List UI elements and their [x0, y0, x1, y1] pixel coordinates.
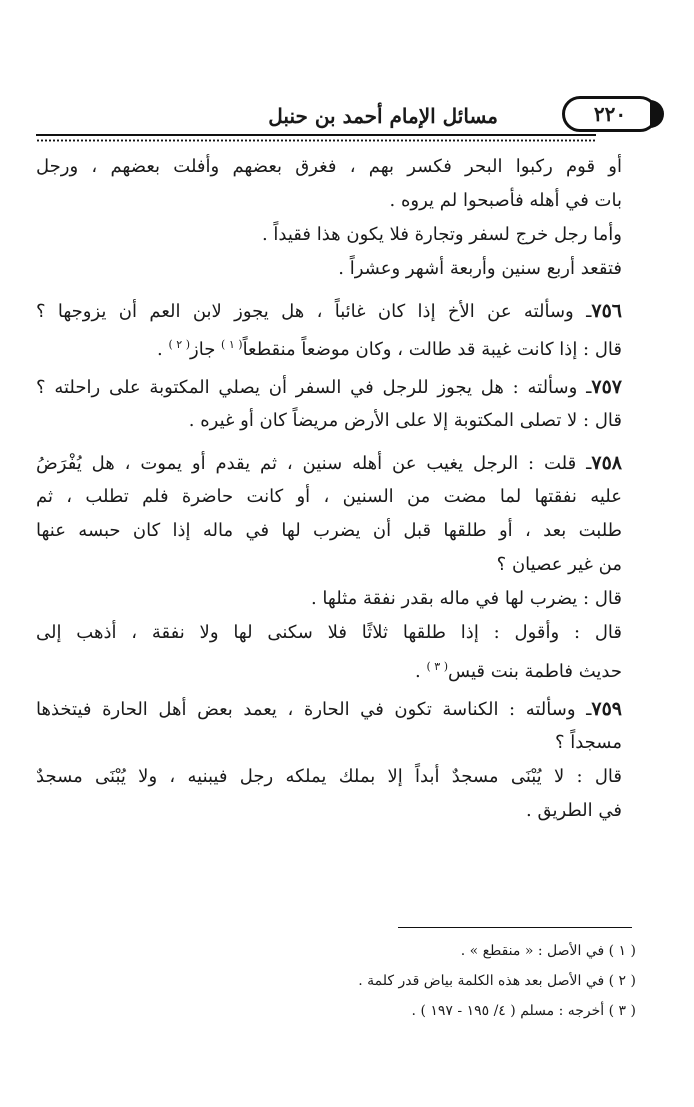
text-line: قال : لا يُبْنَى مسجدٌ أبداً إلا بملك يملكه رجل فيبنيه ، ولا يُبْنَى مسجدٌ — [36, 766, 622, 787]
text-line: بات في أهله فأصبحوا لم يروه . — [389, 190, 622, 211]
text-line: ٧٥٦ـ وسألته عن الأخ إذا كان غائباً ، هل يجوز لابن العم أن يزوجها ؟ — [36, 300, 622, 322]
text-line: قال : يضرب لها في ماله بقدر نفقة مثلها . — [310, 588, 622, 609]
page-header — [36, 96, 658, 136]
text-line: ٧٥٩ـ وسألته : الكناسة تكون في الحارة ، يعمد بعض أهل الحارة فيتخذها — [36, 698, 622, 720]
text-line: طلبت بعد ، أو طلقها قبل أن يضرب لها في ماله إذا كان حبسه عنها — [36, 520, 622, 541]
footnote-3: ( ٣ ) أخرجه : مسلم ( ٤/ ١٩٥ - ١٩٧ ) . — [411, 1003, 636, 1019]
page-number: ٢٢٠ — [593, 102, 627, 126]
footnote-ref[interactable]: ( ١ ) — [221, 338, 243, 351]
entry-number: ٧٥٨ — [591, 452, 622, 474]
text-line: أو قوم ركبوا البحر فكسر بهم ، فغرق بعضهم وأفلت بعضهم ، ورجل — [36, 156, 622, 177]
entry-758 — [36, 446, 622, 684]
text-line: ٧٥٧ـ وسألته : هل يجوز للرجل في السفر أن يصلي المكتوبة على راحلته ؟ — [36, 376, 622, 398]
footnote-rule — [398, 927, 632, 928]
text-line: فتقعد أربع سنين وأربعة أشهر وعشراً . — [338, 258, 622, 279]
text-line: مسجداً ؟ — [554, 732, 622, 753]
text-line: في الطريق . — [526, 800, 622, 821]
text-line: قال : لا تصلى المكتوبة إلا على الأرض مريضاً كان أو غيره . — [188, 410, 622, 431]
header-rule — [36, 134, 596, 136]
footnote-1: ( ١ ) في الأصل : « منقطع » . — [460, 943, 636, 959]
entry-number: ٧٥٧ — [591, 376, 622, 398]
text-line: من غير عصيان ؟ — [496, 554, 622, 575]
text-line: وأما رجل خرج لسفر وتجارة فلا يكون هذا فقيداً . — [261, 224, 622, 245]
text-line: عليه نفقتها لما مضت من السنين ، أو كانت حاضرة فلم تطلب ، ثم — [36, 486, 622, 507]
entry-757 — [36, 370, 622, 438]
entry-number: ٧٥٩ — [591, 698, 622, 720]
entry-number: ٧٥٦ — [591, 300, 622, 322]
running-title: مسائل الإمام أحمد بن حنبل — [268, 104, 498, 128]
text-line: قال : إذا كانت غيبة قد طالت ، وكان موضعاً منقطعاً$^{( ١ )}$ جاز$^{( ٢ )}$ . — [157, 338, 622, 360]
text-line: ٧٥٨ـ قلت : الرجل يغيب عن أهله سنين ، ثم يقدم أو يموت ، هل يُفْرَضُ — [36, 452, 622, 474]
footnote-2: ( ٢ ) في الأصل بعد هذه الكلمة بياض قدر كلمة . — [358, 973, 636, 989]
main-text — [36, 150, 622, 828]
entry-756 — [36, 294, 622, 362]
text-line: قال : وأقول : إذا طلقها ثلاثًا فلا سكنى لها ولا نفقة ، أذهب إلى — [36, 622, 622, 643]
header-dotted-rule — [36, 139, 596, 142]
footnote-ref[interactable]: ( ٣ ) — [426, 660, 448, 673]
entry-759 — [36, 692, 622, 828]
text-line: حديث فاطمة بنت قيس$^{( ٣ )}$ . — [415, 660, 622, 682]
footnote-ref[interactable]: ( ٢ ) — [168, 338, 191, 351]
page-badge-ornament — [650, 100, 664, 128]
page-number-badge — [562, 96, 658, 132]
footnotes — [36, 936, 636, 1026]
